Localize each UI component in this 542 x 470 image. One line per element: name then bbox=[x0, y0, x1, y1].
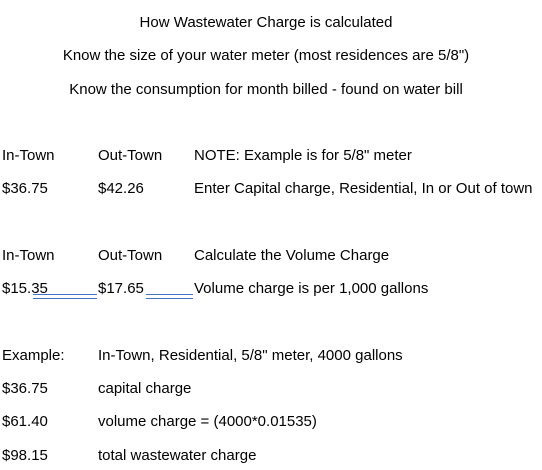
capital-note: NOTE: Example is for 5/8" meter bbox=[194, 147, 412, 164]
volume-description: Volume charge is per 1,000 gallons bbox=[194, 280, 429, 297]
example-capital-text: capital charge bbox=[98, 380, 192, 397]
volume-out-town-value: $17.65 bbox=[98, 280, 144, 297]
capital-in-town-value: $36.75 bbox=[2, 180, 48, 197]
page-title: How Wastewater Charge is calculated bbox=[139, 14, 393, 31]
volume-note: Calculate the Volume Charge bbox=[194, 247, 390, 264]
example-total-text: total wastewater charge bbox=[98, 447, 257, 464]
capital-out-town-value: $42.26 bbox=[98, 180, 144, 197]
capital-out-town-header: Out-Town bbox=[98, 147, 163, 164]
out-town-value-underline bbox=[146, 294, 193, 299]
meter-size-instruction: Know the size of your water meter (most residences are 5/8") bbox=[62, 47, 470, 64]
consumption-instruction: Know the consumption for month billed - found on water bill bbox=[69, 81, 463, 98]
capital-in-town-header: In-Town bbox=[2, 147, 55, 164]
volume-out-town-header: Out-Town bbox=[98, 247, 163, 264]
example-label: Example: bbox=[2, 347, 65, 364]
capital-description: Enter Capital charge, Residential, In or Out of town bbox=[194, 180, 533, 197]
example-volume-amount: $61.40 bbox=[2, 413, 48, 430]
example-capital-amount: $36.75 bbox=[2, 380, 48, 397]
example-total-amount: $98.15 bbox=[2, 447, 48, 464]
volume-in-town-header: In-Town bbox=[2, 247, 55, 264]
example-volume-text: volume charge = (4000*0.01535) bbox=[98, 413, 317, 430]
example-description: In-Town, Residential, 5/8" meter, 4000 gallons bbox=[98, 347, 403, 364]
volume-in-town-value: $15.35 bbox=[2, 280, 48, 297]
in-town-value-underline bbox=[33, 294, 97, 299]
